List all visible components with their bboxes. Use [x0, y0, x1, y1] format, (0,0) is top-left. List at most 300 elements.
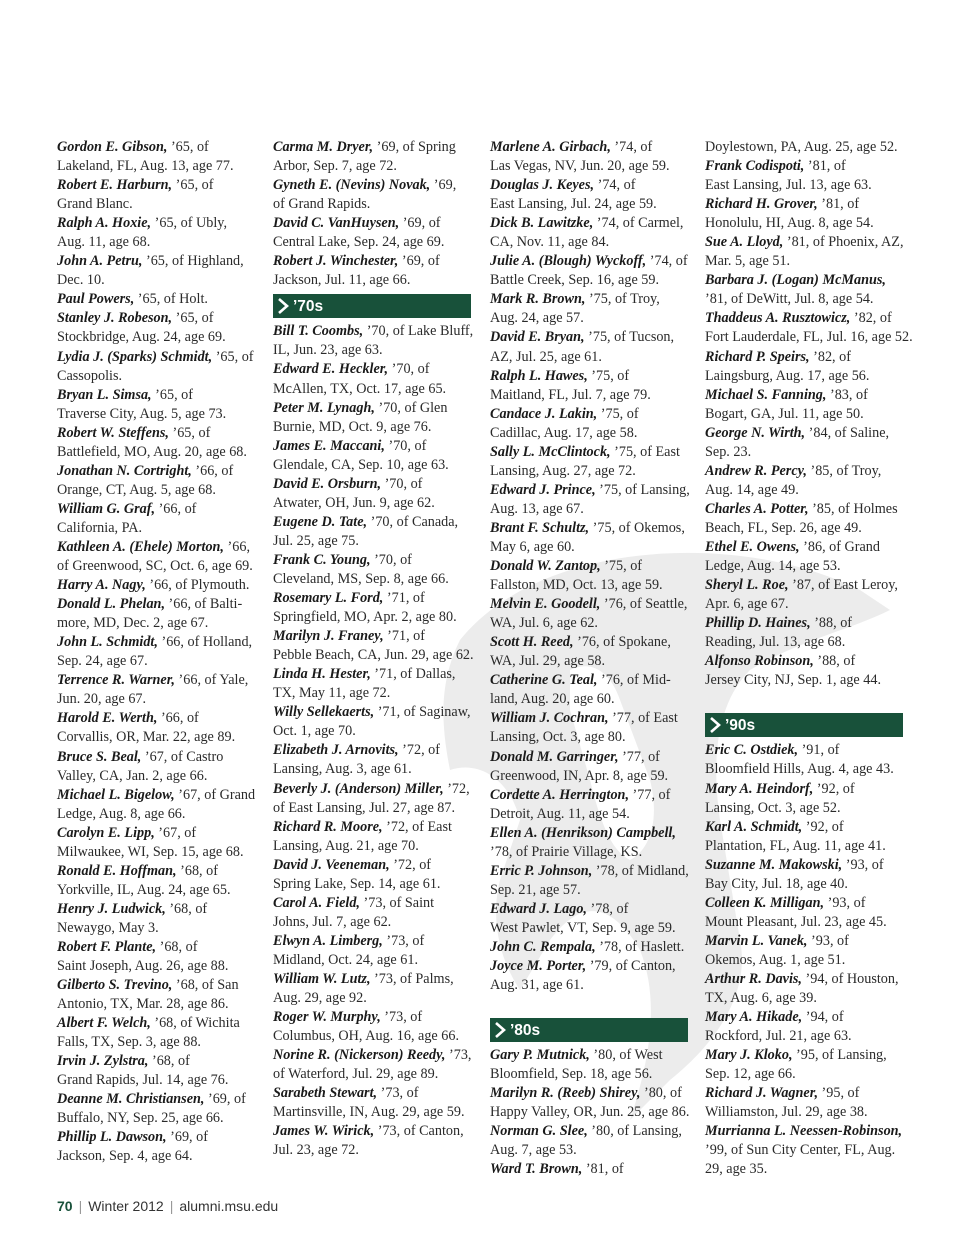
obituary-line: [273, 1046, 471, 1065]
obituary-line: [273, 233, 471, 252]
obituary-detail: ’65, of Highland,: [142, 253, 244, 270]
alumni-name: John A. Petru,: [57, 253, 143, 270]
alumni-name: Harry A. Nagy,: [57, 577, 146, 594]
obituary-detail: Saint Joseph, Aug. 26, age 88.: [57, 958, 229, 975]
obituary-detail: Greenwood, IN, Apr. 8, age 59.: [490, 767, 669, 784]
obituary-detail: ’71, of Dallas,: [370, 666, 456, 683]
obituary-line: [490, 290, 688, 309]
obituary-line: [705, 780, 903, 799]
alumni-name: William J. Cochran,: [490, 710, 609, 727]
alumni-name: Robert W. Steffens,: [57, 424, 169, 441]
column-4: [705, 138, 913, 1179]
obituary-line: [57, 805, 255, 824]
obituary-line: [273, 513, 471, 532]
obituary-detail: Orange, CT, Aug. 5, age 68.: [57, 481, 216, 498]
obituary-detail: ’66,: [223, 538, 250, 555]
obituary-detail: Springfield, MO, Apr. 2, age 80.: [273, 609, 457, 626]
alumni-name: Deanne M. Christiansen,: [57, 1091, 205, 1108]
obituary-line: [490, 557, 688, 576]
obituary-line: [490, 176, 688, 195]
obituary-line: [273, 551, 471, 570]
obituary-line: [705, 894, 903, 913]
obituary-line: [273, 1065, 471, 1084]
obituary-detail: of East Lansing, Jul. 27, age 87.: [273, 799, 456, 816]
obituary-line: [490, 652, 688, 671]
obituary-detail: ’65, of: [168, 424, 211, 441]
obituary-line: [57, 728, 255, 747]
obituary-line: [490, 900, 688, 919]
alumni-name: Robert E. Harburn,: [57, 177, 173, 194]
obituary-line: [57, 614, 255, 633]
obituary-detail: ’70, of: [388, 361, 430, 378]
alumni-name: Brant F. Schultz,: [490, 519, 590, 536]
alumni-name: Dick B. Lawitzke,: [490, 215, 594, 232]
obituary-line: [490, 671, 688, 690]
obituary-detail: ’66, of Balti-: [165, 596, 243, 613]
obituary-line: [490, 709, 688, 728]
obituary-detail: Falls, TX, Sep. 3, age 88.: [57, 1034, 201, 1051]
obituary-line: [490, 214, 688, 233]
obituary-detail: Aug. 13, age 67.: [490, 500, 584, 517]
obituary-line: [57, 519, 255, 538]
obituary-line: [490, 576, 688, 595]
alumni-name: Jonathan N. Cortright,: [57, 462, 192, 479]
obituary-detail: ’85, of Troy,: [806, 462, 882, 479]
obituary-detail: Central Lake, Sep. 24, age 69.: [273, 234, 445, 251]
obituary-detail: Newaygo, May 3.: [57, 919, 159, 936]
obituary-line: [57, 690, 255, 709]
obituary-line: [57, 443, 255, 462]
obituary-line: [57, 976, 255, 995]
obituary-detail: Jun. 20, age 67.: [57, 691, 147, 708]
alumni-name: Paul Powers,: [57, 291, 135, 308]
obituary-line: [273, 741, 471, 760]
alumni-name: Ralph A. Hoxie,: [57, 215, 152, 232]
obituary-detail: Atwater, OH, Jun. 9, age 62.: [273, 494, 435, 511]
alumni-name: Carolyn E. Lipp,: [57, 824, 155, 841]
obituary-detail: Detroit, Aug. 11, age 54.: [490, 805, 630, 822]
obituary-detail: Sep. 21, age 57.: [490, 881, 581, 898]
obituary-line: [490, 328, 688, 347]
chevron-right-icon: [490, 1018, 510, 1042]
alumni-name: Melvin E. Goodell,: [490, 596, 601, 613]
obituary-line: [57, 157, 255, 176]
obituary-line: [490, 519, 688, 538]
obituary-line: [490, 862, 688, 881]
obituary-line: [57, 938, 255, 957]
obituary-detail: ’81, of: [817, 196, 860, 213]
alumni-name: Sheryl L. Roe,: [705, 577, 789, 594]
obituary-detail: ’72, of: [389, 856, 432, 873]
obituary-line: [273, 913, 471, 932]
obituary-line: [705, 799, 903, 818]
alumni-name: David J. Veeneman,: [273, 856, 390, 873]
alumni-name: Catherine G. Teal,: [490, 672, 598, 689]
alumni-name: Carol A. Field,: [273, 894, 360, 911]
alumni-name: Candace J. Lakin,: [490, 405, 598, 422]
alumni-name: Ethel E. Owens,: [705, 538, 800, 555]
column-3: [490, 138, 688, 1179]
alumni-name: Irvin J. Zylstra,: [57, 1053, 149, 1070]
obituary-line: [273, 157, 471, 176]
obituary-line: [57, 900, 255, 919]
alumni-name: Joyce M. Porter,: [490, 958, 587, 975]
obituary-detail: ’95, of: [818, 1085, 860, 1102]
obituary-detail: ’66, of: [155, 500, 197, 517]
obituary-detail: Jackson, Jul. 11, age 66.: [273, 272, 411, 289]
obituary-detail: Antonio, TX, Mar. 28, age 86.: [57, 996, 229, 1013]
obituary-line: [490, 424, 688, 443]
obituary-detail: AZ, Jul. 25, age 61.: [490, 348, 602, 365]
obituary-line: [273, 646, 474, 665]
obituary-line: [705, 576, 903, 595]
obituary-line: [490, 1160, 688, 1179]
alumni-name: Phillip L. Dawson,: [57, 1129, 167, 1146]
obituary-line: [705, 856, 903, 875]
obituary-detail: Johns, Jul. 7, age 62.: [273, 913, 392, 930]
obituary-line: [705, 424, 903, 443]
alumni-name: Stanley J. Robeson,: [57, 310, 173, 327]
obituary-detail: ’69, of: [166, 1129, 208, 1146]
obituary-detail: Beach, FL, Sep. 26, age 49.: [705, 519, 862, 536]
alumni-name: Michael L. Bigelow,: [57, 786, 175, 803]
obituary-line: [273, 837, 471, 856]
obituary-line: [57, 709, 255, 728]
obituary-line: [705, 348, 903, 367]
obituary-detail: ’79, of Canton,: [586, 958, 676, 975]
obituary-detail: ’78, of Haslett.: [595, 938, 685, 955]
obituary-line: [705, 760, 903, 779]
obituary-detail: ’71, of: [383, 628, 425, 645]
obituary-line: [273, 989, 471, 1008]
obituary-detail: ’73,: [445, 1047, 472, 1064]
obituary-line: [57, 195, 255, 214]
obituary-detail: ’69, of: [204, 1091, 246, 1108]
alumni-name: Donald M. Garringer,: [490, 748, 619, 765]
obituary-detail: Aug. 29, age 92.: [273, 990, 367, 1007]
alumni-name: Bill T. Coombs,: [273, 323, 364, 340]
obituary-line: [705, 932, 903, 951]
obituary-detail: more, MD, Dec. 2, age 67.: [57, 615, 209, 632]
obituary-line: [705, 1122, 903, 1141]
obituary-line: [57, 919, 255, 938]
obituary-line: [273, 856, 471, 875]
alumni-name: Frank C. Young,: [273, 551, 371, 568]
obituary-line: [490, 919, 688, 938]
obituary-line: [57, 957, 255, 976]
column-1: [57, 138, 255, 1167]
obituary-line: [273, 271, 471, 290]
site-link[interactable]: alumni.msu.edu: [179, 1198, 279, 1214]
alumni-name: Ward T. Brown,: [490, 1161, 583, 1178]
obituary-line: [705, 690, 903, 709]
obituary-detail: Corvallis, OR, Mar. 22, age 89.: [57, 729, 236, 746]
decade-label: ’80s: [510, 1021, 541, 1039]
obituary-detail: Yorkville, IL, Aug. 24, age 65.: [57, 881, 231, 898]
obituary-detail: IL, Jun. 23, age 63.: [273, 342, 383, 359]
obituary-line: [57, 748, 255, 767]
alumni-name: Elizabeth J. Arnovits,: [273, 742, 399, 759]
alumni-name: Mary A. Hikade,: [705, 1009, 803, 1026]
obituary-detail: Jersey City, NJ, Sep. 1, age 44.: [705, 672, 882, 689]
obituary-detail: Glendale, CA, Sep. 10, age 63.: [273, 456, 449, 473]
alumni-name: Eugene D. Tate,: [273, 513, 368, 530]
obituary-line: [490, 538, 688, 557]
obituary-detail: ’94, of: [802, 1009, 844, 1026]
obituary-detail: ’74, of Carmel,: [593, 215, 684, 232]
alumni-name: Ralph L. Hawes,: [490, 367, 588, 384]
obituary-detail: ’66, of Yale,: [174, 672, 249, 689]
obituary-detail: ’68, of: [148, 1053, 190, 1070]
obituary-detail: of Greenwood, SC, Oct. 6, age 69.: [57, 558, 253, 575]
obituary-detail: Lakeland, FL, Aug. 13, age 77.: [57, 158, 234, 175]
obituary-detail: ’71, of: [383, 590, 425, 607]
obituary-detail: Cassopolis.: [57, 367, 123, 384]
obituary-detail: Las Vegas, NV, Jun. 20, age 59.: [490, 158, 670, 175]
obituary-detail: ’65, of: [167, 139, 209, 155]
obituary-detail: ’94, of Houston,: [801, 970, 899, 987]
obituary-line: [273, 894, 471, 913]
obituary-detail: Lansing, Aug. 3, age 61.: [273, 761, 412, 778]
alumni-name: Linda H. Hester,: [273, 666, 371, 683]
alumni-name: Richard H. Grover,: [705, 196, 818, 213]
obituary-line: [57, 1147, 255, 1166]
obituary-detail: WA, Jul. 6, age 62.: [490, 615, 598, 632]
obituary-line: [273, 970, 471, 989]
obituary-detail: Pebble Beach, CA, Jun. 29, age 62.: [273, 647, 474, 664]
obituary-line: [705, 633, 903, 652]
obituary-detail: ’70, of Glen: [374, 399, 448, 416]
alumni-name: Donald L. Phelan,: [57, 596, 165, 613]
alumni-name: Marvin L. Vanek,: [705, 932, 808, 949]
alumni-name: James E. Maccani,: [273, 437, 385, 454]
obituary-detail: ’74, of: [646, 253, 688, 270]
obituary-line: [57, 500, 255, 519]
obituary-line: [273, 195, 471, 214]
obituary-detail: ’65, of: [151, 386, 193, 403]
obituary-detail: ’70, of Canada,: [367, 513, 459, 530]
obituary-detail: ’70, of Lake Bluff,: [363, 323, 474, 340]
alumni-name: Harold E. Werth,: [57, 710, 158, 727]
obituary-line: [57, 138, 255, 157]
alumni-name: Frank Codispoti,: [705, 158, 805, 175]
obituary-detail: Okemos, Aug. 1, age 51.: [705, 951, 846, 968]
obituary-line: [490, 843, 688, 862]
obituary-line: [490, 805, 688, 824]
obituary-detail: ’67, of Grand: [174, 786, 256, 803]
obituary-detail: ’75, of: [597, 405, 639, 422]
obituary-detail: ’81, of: [582, 1161, 624, 1178]
obituary-detail: ’82, of: [850, 310, 892, 327]
obituary-line: [490, 348, 688, 367]
obituary-detail: Williamston, Jul. 29, age 38.: [705, 1104, 868, 1121]
alumni-name: Gordon E. Gibson,: [57, 139, 168, 155]
obituary-line: [273, 532, 471, 551]
obituary-detail: ’76, of Spokane,: [573, 634, 671, 651]
obituary-line: [273, 932, 471, 951]
alumni-name: Ronald E. Hoffman,: [57, 862, 177, 879]
alumni-name: Marlene A. Girbach,: [490, 139, 611, 155]
alumni-name: Carma M. Dryer,: [273, 139, 374, 155]
obituary-line: [57, 214, 255, 233]
alumni-name: Gyneth E. (Nevins) Novak,: [273, 177, 431, 194]
alumni-name: Phillip D. Haines,: [705, 615, 811, 632]
obituary-detail: ’80, of Lansing,: [587, 1123, 682, 1140]
obituary-detail: West Pawlet, VT, Sep. 9, age 59.: [490, 919, 676, 936]
alumni-name: Bruce S. Beal,: [57, 748, 142, 765]
obituary-detail: ’81, of Phoenix, AZ,: [783, 234, 904, 251]
obituary-detail: Lansing, Oct. 3, age 80.: [490, 729, 626, 746]
obituary-line: [705, 519, 903, 538]
obituary-line: [705, 595, 903, 614]
obituary-detail: ’88, of: [810, 615, 853, 632]
obituary-line: [273, 608, 471, 627]
alumni-name: Willy Sellekaerts,: [273, 704, 375, 721]
obituary-detail: Honolulu, HI, Aug. 8, age 54.: [705, 215, 874, 232]
alumni-name: Gilberto S. Trevino,: [57, 977, 173, 994]
obituary-detail: Aug. 24, age 57.: [490, 310, 584, 327]
obituary-detail: Jul. 25, age 75.: [273, 532, 359, 549]
obituary-line: [705, 176, 903, 195]
obituary-line: [490, 195, 688, 214]
obituary-detail: ’73, of: [377, 1085, 419, 1102]
obituary-detail: ’68, of San: [172, 977, 239, 994]
obituary-detail: ’69, of: [399, 215, 441, 232]
obituary-line: [490, 881, 688, 900]
obituary-detail: McAllen, TX, Oct. 17, age 65.: [273, 380, 447, 397]
alumni-name: Eric C. Ostdiek,: [705, 742, 799, 759]
obituary-detail: ’65, of: [172, 310, 214, 327]
obituary-line: [57, 824, 255, 843]
obituary-line: [705, 481, 903, 500]
obituary-line: [57, 348, 255, 367]
alumni-name: Marilyn J. Franey,: [273, 628, 384, 645]
obituary-line: [705, 138, 903, 157]
obituary-line: [57, 1128, 255, 1147]
obituary-line: [705, 405, 903, 424]
footer-separator: |: [78, 1198, 83, 1214]
alumni-name: William W. Lutz,: [273, 970, 371, 987]
obituary-line: [705, 195, 903, 214]
obituary-line: [705, 557, 903, 576]
obituary-line: [705, 462, 903, 481]
obituary-detail: ’70, of: [381, 475, 423, 492]
obituary-detail: Lansing, Aug. 21, age 70.: [273, 837, 419, 854]
obituary-line: [273, 951, 471, 970]
obituary-detail: ’65, of Holt.: [134, 291, 208, 308]
alumni-name: Bryan L. Simsa,: [57, 386, 152, 403]
obituary-detail: Mount Pleasant, Jul. 23, age 45.: [705, 913, 887, 930]
obituary-detail: Buffalo, NY, Sep. 25, age 66.: [57, 1110, 224, 1127]
obituary-line: [57, 538, 255, 557]
obituary-detail: Maitland, FL, Jul. 7, age 79.: [490, 386, 651, 403]
alumni-name: Rosemary L. Ford,: [273, 590, 384, 607]
obituary-line: [705, 671, 903, 690]
obituary-line: [490, 443, 688, 462]
obituary-line: [490, 233, 688, 252]
alumni-name: David E. Orsburn,: [273, 475, 382, 492]
obituary-line: [490, 1141, 688, 1160]
obituary-detail: Ledge, Aug. 14, age 53.: [705, 558, 841, 575]
obituary-detail: ’76, of Mid-: [597, 672, 671, 689]
obituary-detail: Mar. 5, age 51.: [705, 253, 791, 270]
obituary-detail: ’68, of Wichita: [150, 1015, 240, 1032]
alumni-name: Terrence R. Warner,: [57, 672, 175, 689]
alumni-name: George N. Wirth,: [705, 424, 806, 441]
obituary-detail: Fort Lauderdale, FL, Jul. 16, age 52.: [705, 329, 913, 346]
obituary-detail: Doylestown, PA, Aug. 25, age 52.: [705, 139, 898, 155]
obituary-line: [57, 386, 255, 405]
obituary-detail: Milwaukee, WI, Sep. 15, age 68.: [57, 843, 244, 860]
obituary-detail: of Waterford, Jul. 29, age 89.: [273, 1066, 439, 1083]
obituary-detail: Bloomfield Hills, Aug. 4, age 43.: [705, 761, 894, 778]
obituary-detail: Battle Creek, Sep. 16, age 59.: [490, 272, 660, 289]
obituary-line: [490, 252, 688, 271]
obituary-detail: ’86, of Grand: [799, 538, 880, 555]
alumni-name: Lydia J. (Sparks) Schmidt,: [57, 348, 213, 365]
obituary-detail: CA, Nov. 11, age 84.: [490, 234, 610, 251]
alumni-name: Alfonso Robinson,: [705, 653, 814, 670]
issue-label: Winter 2012: [88, 1198, 164, 1214]
obituary-line: [57, 309, 255, 328]
obituary-line: [273, 799, 471, 818]
obituary-detail: Lansing, Aug. 27, age 72.: [490, 462, 636, 479]
alumni-name: John L. Schmidt,: [57, 634, 158, 651]
obituary-line: [273, 322, 474, 341]
obituary-line: [705, 1065, 903, 1084]
obituary-detail: Traverse City, Aug. 5, age 73.: [57, 405, 227, 422]
obituary-detail: Columbus, OH, Aug. 16, age 66.: [273, 1028, 460, 1045]
obituary-line: [490, 1103, 688, 1122]
alumni-name: Richard J. Wagner,: [705, 1085, 818, 1102]
obituary-line: [490, 1065, 688, 1084]
obituary-line: [705, 913, 903, 932]
obituary-detail: ’75, of Tucson,: [584, 329, 675, 346]
obituary-line: [273, 1084, 471, 1103]
alumni-name: Thaddeus A. Rusztowicz,: [705, 310, 851, 327]
obituary-line: [705, 1027, 903, 1046]
obituary-detail: ’72,: [443, 780, 470, 797]
obituary-line: [273, 380, 471, 399]
obituary-detail: Battlefield, MO, Aug. 20, age 68.: [57, 443, 247, 460]
obituary-line: [273, 1008, 471, 1027]
alumni-name: Albert F. Welch,: [57, 1015, 151, 1032]
obituary-detail: Bloomfield, Sep. 18, age 56.: [490, 1066, 653, 1083]
obituary-detail: ’66, of: [191, 462, 234, 479]
obituary-detail: Ledge, Aug. 8, age 66.: [57, 805, 186, 822]
obituary-detail: Apr. 6, age 67.: [705, 596, 789, 613]
alumni-name: Karl A. Schmidt,: [705, 818, 803, 835]
obituary-line: [57, 233, 255, 252]
obituary-detail: ’70, of: [370, 551, 412, 568]
obituary-detail: Midland, Oct. 24, age 61.: [273, 951, 418, 968]
obituary-detail: Laingsburg, Aug. 17, age 56.: [705, 367, 870, 384]
obituary-line: [57, 1052, 255, 1071]
obituary-detail: ’74, of: [610, 139, 653, 155]
obituary-line: [705, 818, 903, 837]
obituary-detail: Rockford, Jul. 21, age 63.: [705, 1028, 852, 1045]
obituary-line: [705, 1160, 903, 1179]
obituary-line: [57, 576, 255, 595]
obituary-detail: TX, May 11, age 72.: [273, 685, 391, 702]
obituary-line: [705, 328, 913, 347]
obituary-line: [57, 1033, 255, 1052]
obituary-detail: WA, Jul. 29, age 58.: [490, 653, 606, 670]
obituary-detail: Arbor, Sep. 7, age 72.: [273, 158, 397, 175]
obituary-line: [705, 443, 903, 462]
alumni-name: Mary A. Heindorf,: [705, 780, 814, 797]
obituary-line: [273, 1103, 471, 1122]
